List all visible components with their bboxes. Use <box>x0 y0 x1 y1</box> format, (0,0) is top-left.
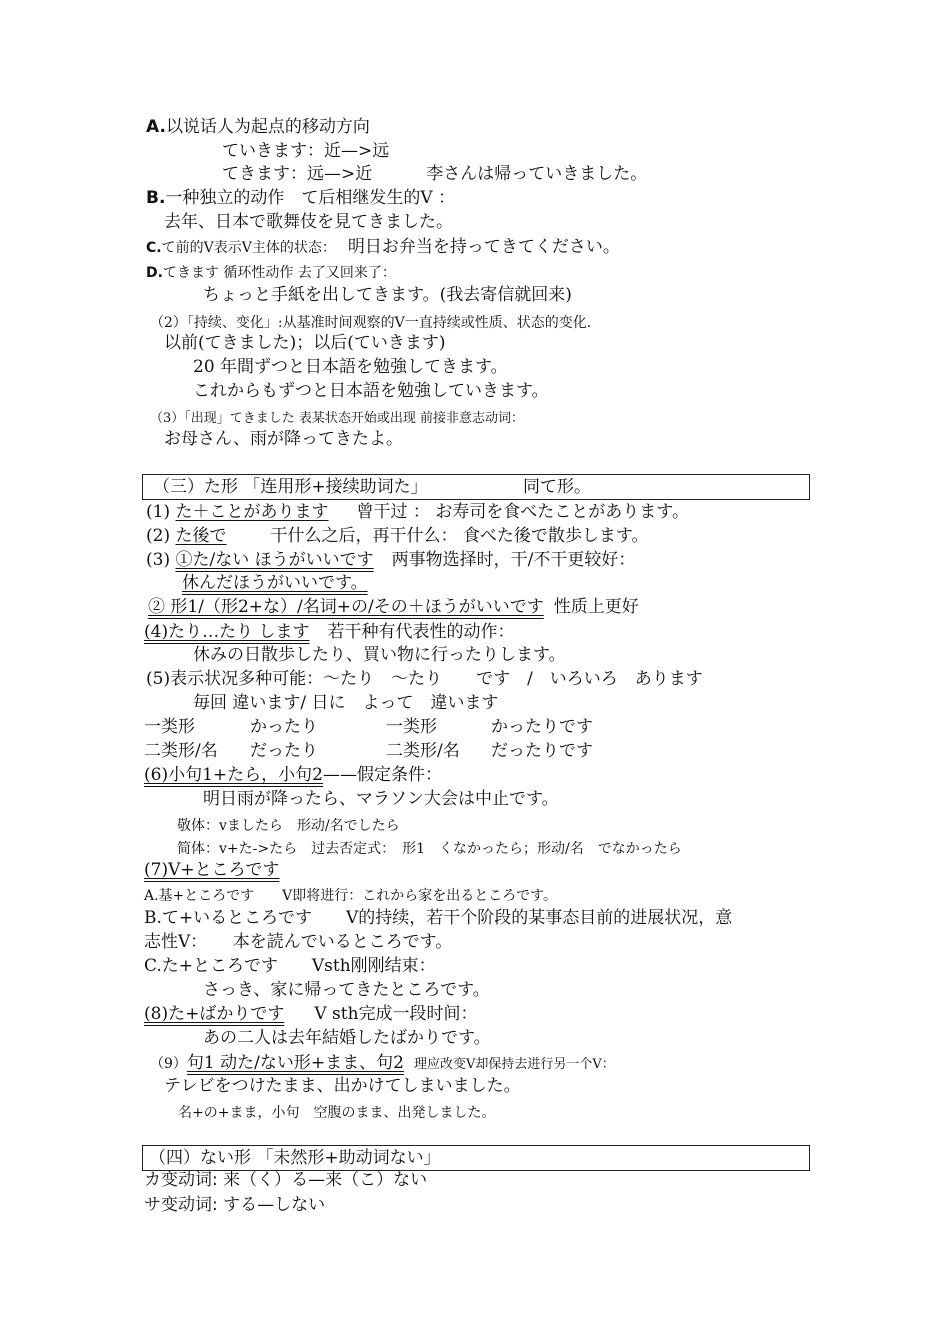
item3-1-number: (1) <box>146 502 171 522</box>
item3-6-polite: 敬体：vましたら 形动/名でしたら <box>177 818 400 834</box>
item3-5-row1c: 一类形 <box>386 717 437 737</box>
item3-9 <box>150 1052 615 1076</box>
item-d-mark: D. <box>146 265 163 281</box>
item-c-title: て前的V表示V主体的状态： <box>161 240 336 256</box>
item3-4-desc: 若干种有代表性的动作： <box>327 622 515 642</box>
item3-5-heading: (5)表示状况多种可能：～たり ～たり です / いろいろ あります <box>146 669 703 689</box>
item3-7-keyword-text: (7)V+ところです <box>144 860 280 880</box>
item-a-line2-text: てきます：远—>近 <box>222 164 373 184</box>
item3-6-keyword: (6)小句1+たら，小句2 <box>144 765 323 785</box>
item3-8-keyword: (8)た+ばかりです <box>144 1004 285 1024</box>
item-c <box>146 236 620 259</box>
item3-6-desc: ——假定条件： <box>322 765 442 785</box>
item3-4 <box>144 621 514 643</box>
section4-line1: カ变动词: 来（く）る—来（こ）ない <box>144 1170 428 1190</box>
item-c-example: 明日お弁当を持ってきてください。 <box>347 237 620 257</box>
item3-5-sub: 毎回 違います/ 日に よって 違います <box>193 693 499 713</box>
section3-note: 同て形。 <box>523 477 591 497</box>
item3-2-keyword: た後で <box>175 526 227 546</box>
p2-sub: 以前(てきました)；以后(ていきます) <box>164 333 446 353</box>
item3-4-keyword: (4)たり…たり します <box>144 622 310 642</box>
item3-7-keyword <box>144 859 279 881</box>
item3-7-c: C.た+ところです Vsth刚刚结束： <box>144 956 436 976</box>
item-b-mark: B. <box>146 188 166 208</box>
item3-9-example: テレビをつけたまま、出かけてしまいました。 <box>164 1076 521 1096</box>
item3-2-desc: 干什么之后，再干什么： <box>270 526 458 546</box>
item3-3-desc: 两事物选择时，干/不干更较好： <box>391 550 636 570</box>
item3-3-line2 <box>148 596 639 618</box>
item3-5-row2c: 二类形/名 <box>386 741 460 761</box>
item3-3-example: 休んだほうがいいです。 <box>182 573 368 593</box>
item-d-example: ちょっと手紙を出してきます。(我去寄信就回来) <box>203 285 572 305</box>
p2-example1: 20 年間ずつと日本語を勉強してきます。 <box>193 357 508 377</box>
item3-6 <box>144 764 442 786</box>
p2-example2: これからもずつと日本語を勉強していきます。 <box>193 381 549 401</box>
item3-3-keyword: ①た/ない ほうがいいです <box>175 550 374 570</box>
item3-7-c-example: さっき、家に帰ってきたところです。 <box>203 980 490 1000</box>
item3-2 <box>146 525 649 547</box>
item3-5-row1b: かったり <box>250 717 318 737</box>
item3-8-desc: V sth完成一段时间： <box>314 1004 478 1024</box>
item3-6-plain: 简体：v+た->たら 过去否定式： 形1 くなかったら；形动/名 でなかったら <box>177 841 682 857</box>
item-a-mark: A. <box>146 117 166 137</box>
item-b-title: 一种独立的动作 て后相继发生的V ： <box>165 188 456 208</box>
item3-7-a: A.基+ところです V即将进行：これから家を出るところです。 <box>144 888 557 904</box>
item3-6-example: 明日雨が降ったら、マラソン大会は中止です。 <box>203 789 559 809</box>
item-b <box>146 187 455 209</box>
section3-title-box <box>142 474 810 500</box>
item3-2-example: 食べた後で散歩します。 <box>462 526 649 546</box>
item3-5-row1a: 一类形 <box>144 717 195 737</box>
item3-9-number: （9） <box>150 1056 187 1072</box>
p3-heading: （3）「出现」てきました 表某状态开始或出现 前接非意志动词： <box>150 411 525 426</box>
item3-3-keyword2: ② 形1/（形2+な）/名词+の/その＋ほうがいいです <box>148 597 544 617</box>
item-a-title: 以说话人为起点的移动方向 <box>165 117 370 137</box>
item3-8 <box>144 1003 478 1025</box>
item-a-example: 李さんは帰っていきました。 <box>426 164 648 184</box>
item3-9-example2: 名+の+まま，小句 空腹のまま、出発しました。 <box>178 1105 496 1121</box>
item3-5-row2a: 二类形/名 <box>144 741 218 761</box>
item3-1-keyword: た＋ことがあります <box>175 502 329 522</box>
section4-title-box <box>142 1145 810 1171</box>
item3-1 <box>146 501 689 523</box>
item-a <box>146 116 370 138</box>
item3-3 <box>146 549 635 571</box>
item3-1-example: お寿司を食べたことがあります。 <box>435 502 689 522</box>
item3-3-number: (3) <box>146 550 171 570</box>
section4-line2: サ变动词: する—しない <box>144 1195 326 1215</box>
item3-8-example: あの二人は去年結婚したばかりです。 <box>203 1028 491 1048</box>
item3-5-row1d: かったりです <box>491 717 593 737</box>
item3-9-keyword: 句1 动た/ない形+まま、句2 <box>186 1053 404 1073</box>
item3-7-b2: 志性V： 本を読んでいるところです。 <box>144 932 453 952</box>
item3-4-example: 休みの日散歩したり、買い物に行ったりします。 <box>193 645 566 665</box>
item3-5-row2d: だったりです <box>491 741 593 761</box>
item-a-line1: ていきます：近—>远 <box>222 141 390 161</box>
item3-2-number: (2) <box>146 526 171 546</box>
item-a-line2 <box>222 163 647 185</box>
section4-title: （四）ない形 「未然形+助动词ない」 <box>149 1148 441 1168</box>
item-c-mark: C. <box>146 240 162 256</box>
item-d <box>146 262 396 284</box>
item3-9-desc: 理应改变V却保持去进行另一个V： <box>413 1057 615 1072</box>
section3-title: （三）た形 「连用形+接续助词た」 <box>153 477 428 497</box>
item3-1-desc: 曾干过 ： <box>356 502 430 522</box>
item3-3-desc2: 性质上更好 <box>553 597 639 617</box>
p2-heading: （2）「持续、变化」:从基准时间观察的V一直持续或性质、状态的变化. <box>150 315 592 331</box>
item-b-example: 去年、日本で歌舞伎を見てきました。 <box>164 212 453 232</box>
item3-7-b1: B.て+いるところです V的持续，若干个阶段的某事态目前的进展状况，意 <box>144 908 733 928</box>
p3-example: お母さん、雨が降ってきたよ。 <box>164 429 404 449</box>
item-d-title: てきます 循环性动作 去了又回来了： <box>162 265 396 281</box>
item3-5-row2b: だったり <box>250 741 318 761</box>
